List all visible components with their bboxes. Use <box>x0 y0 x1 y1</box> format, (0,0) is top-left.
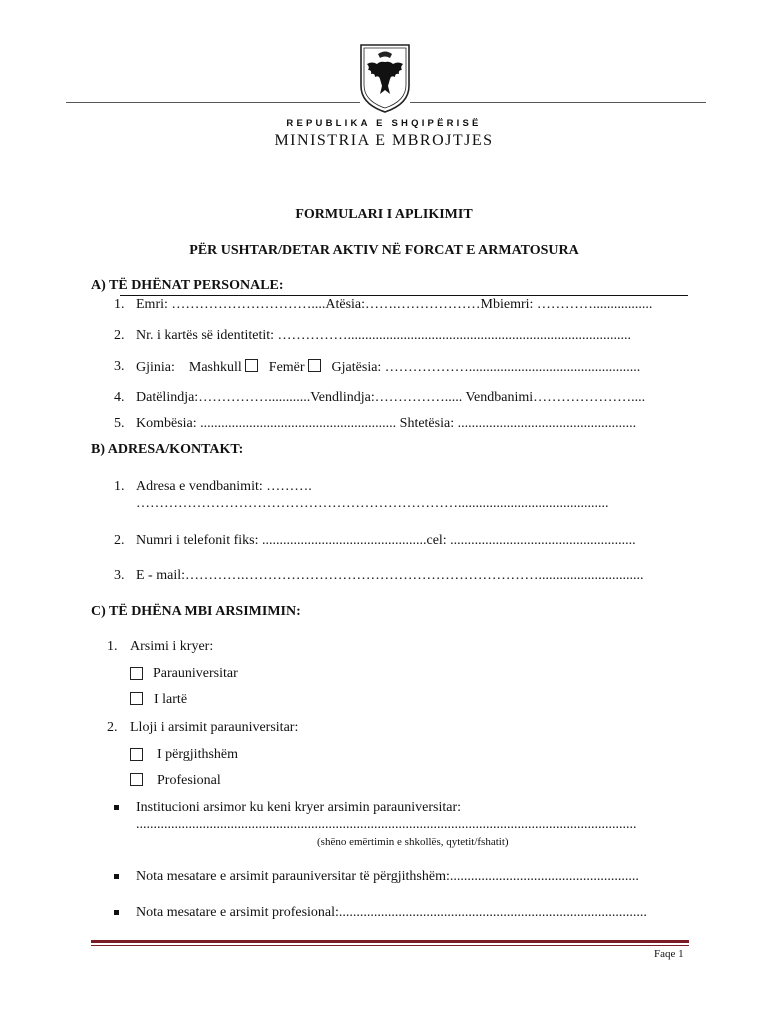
section-a-heading: A) TË DHËNAT PERSONALE: <box>91 278 284 293</box>
a-item-5-number: 5. <box>114 416 125 431</box>
email-field[interactable]: E - mail:………….……………………………………………………….............................. <box>136 568 644 583</box>
b-item-2-number: 2. <box>114 533 125 548</box>
pre-university-checkbox[interactable] <box>130 667 143 680</box>
vocational-education-label: Profesional <box>157 773 221 788</box>
general-education-checkbox[interactable] <box>130 748 143 761</box>
a-item-3-number: 3. <box>114 359 125 374</box>
republic-name: REPUBLIKA E SHQIPËRISË <box>286 118 482 129</box>
institution-field[interactable]: ............................................................................................................................................... <box>136 817 637 832</box>
a-item-4-number: 4. <box>114 390 125 405</box>
higher-education-checkbox[interactable] <box>130 692 143 705</box>
c-q1-number: 1. <box>107 639 118 654</box>
c-q1-label: Arsimi i kryer: <box>130 639 214 654</box>
address-field-line-2[interactable]: ……………………………………………………………........................................... <box>136 496 609 511</box>
phone-fields[interactable]: Numri i telefonit fiks: ...............................................cel: ..................................................... <box>136 533 636 548</box>
nationality-citizenship-fields[interactable]: Kombësia: ........................................................ Shtetësia: ................................................... <box>136 416 637 431</box>
header-rule-right <box>410 102 706 103</box>
albanian-coat-of-arms-icon <box>358 42 412 114</box>
personal-name-fields[interactable]: Emri: …………………………....Atësia:…….………………Mbiemri: …………................. <box>136 297 653 312</box>
form-subtitle: PËR USHTAR/DETAR AKTIV NË FORCAT E ARMATOSURA <box>189 243 579 258</box>
page-number: Faqe 1 <box>654 948 684 960</box>
gender-label: Gjinia: <box>136 360 175 375</box>
birth-residence-fields[interactable]: Datëlindja:……………............Vendlindja:……………..... Vendbanimi………………….... <box>136 390 646 405</box>
higher-education-label: I lartë <box>154 692 188 707</box>
male-label: Mashkull <box>188 360 242 375</box>
id-card-field[interactable]: Nr. i kartës së identitetit: ……………................................................................................. <box>136 328 632 343</box>
gender-row <box>136 359 640 376</box>
b-item-3-number: 3. <box>114 568 125 583</box>
pre-university-label: Parauniversitar <box>153 666 238 681</box>
vocational-education-checkbox[interactable] <box>130 773 143 786</box>
a-item-2-number: 2. <box>114 328 125 343</box>
section-a-underline <box>120 295 688 296</box>
institution-label: Institucioni arsimor ku keni kryer arsimin parauniversitar: <box>136 800 462 815</box>
bullet-icon <box>114 874 119 879</box>
general-grade-field[interactable]: Nota mesatare e arsimit parauniversitar të përgjithshëm:...................................................... <box>136 869 639 884</box>
a-item-1-number: 1. <box>114 297 125 312</box>
general-education-label: I përgjithshëm <box>157 747 239 762</box>
header-rule-left <box>66 102 360 103</box>
institution-hint: (shëno emërtimin e shkollës, qytetit/fshatit) <box>317 836 509 848</box>
ministry-name: MINISTRIA E MBROJTJES <box>274 132 494 149</box>
vocational-grade-field[interactable]: Nota mesatare e arsimit profesional:........................................................................................ <box>136 905 647 920</box>
c-q2-label: Lloji i arsimit parauniversitar: <box>130 720 299 735</box>
bullet-icon <box>114 910 119 915</box>
height-field[interactable]: Gjatësia: ………………................................................. <box>331 360 641 375</box>
form-title: FORMULARI I APLIKIMIT <box>295 207 473 222</box>
bullet-icon <box>114 805 119 810</box>
female-label: Femër <box>268 360 305 375</box>
b-item-1-number: 1. <box>114 479 125 494</box>
section-b-heading: B) ADRESA/KONTAKT: <box>91 442 244 457</box>
female-checkbox[interactable] <box>308 359 321 372</box>
section-c-heading: C) TË DHËNA MBI ARSIMIMIN: <box>91 604 301 619</box>
footer-rule <box>91 940 689 946</box>
address-field[interactable]: Adresa e vendbanimit: ………. <box>136 479 312 494</box>
male-checkbox[interactable] <box>245 359 258 372</box>
c-q2-number: 2. <box>107 720 118 735</box>
